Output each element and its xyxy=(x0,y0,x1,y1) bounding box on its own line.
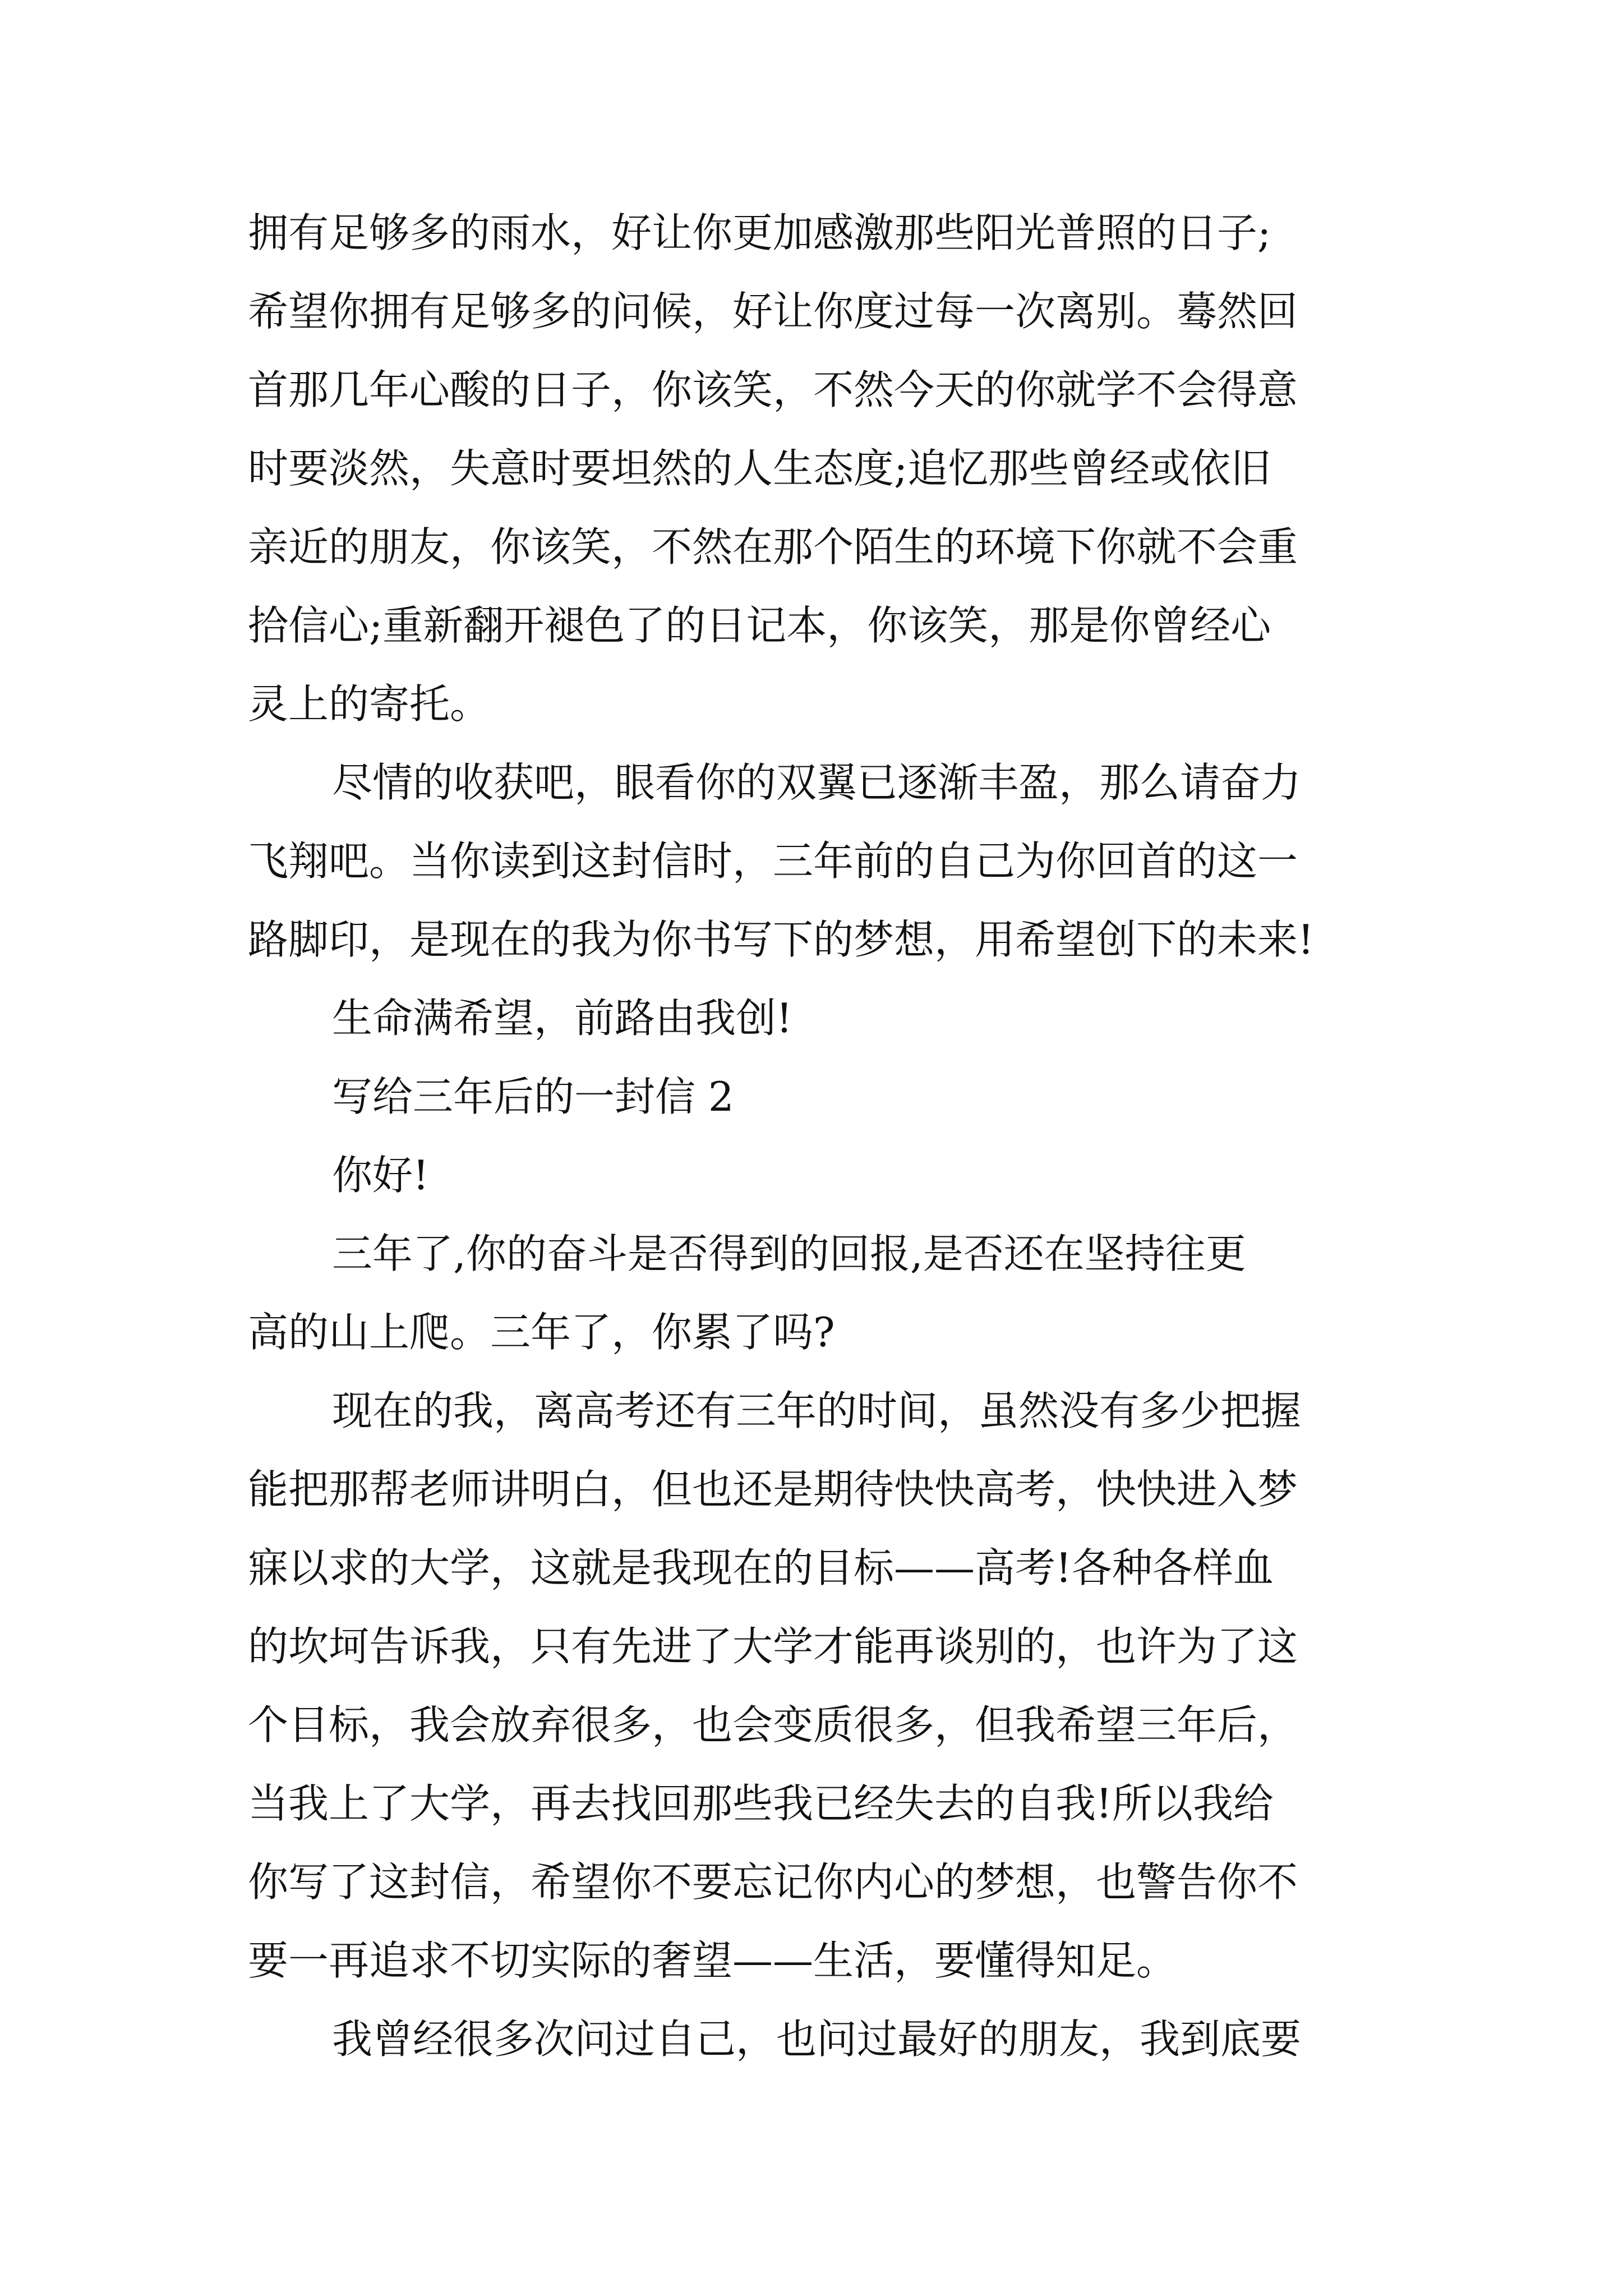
text-line: 你写了这封信，希望你不要忘记你内心的梦想，也警告你不 xyxy=(248,1858,1298,1906)
text-line: 高的山上爬。三年了，你累了吗? xyxy=(248,1309,835,1356)
paragraph-start-line: 生命满希望，前路由我创! xyxy=(332,995,792,1042)
paragraph-start-line: 三年了,你的奋斗是否得到的回报,是否还在坚持往更 xyxy=(332,1230,1246,1277)
text-line: 灵上的寄托。 xyxy=(248,680,491,728)
text-line: 路脚印，是现在的我为你书写下的梦想，用希望创下的未来! xyxy=(248,916,1314,963)
paragraph-start-line: 尽情的收获吧，眼看你的双翼已逐渐丰盈，那么请奋力 xyxy=(332,759,1302,806)
text-line: 希望你拥有足够多的问候，好让你度过每一次离别。蓦然回 xyxy=(248,288,1298,335)
text-line: 个目标，我会放弃很多，也会变质很多，但我希望三年后， xyxy=(248,1701,1298,1749)
text-line: 当我上了大学，再去找回那些我已经失去的自我!所以我给 xyxy=(248,1780,1274,1827)
section-title: 写给三年后的一封信 2 xyxy=(332,1073,734,1120)
paragraph-start-line: 现在的我，离高考还有三年的时间，虽然没有多少把握 xyxy=(332,1387,1302,1434)
text-line: 亲近的朋友，你该笑，不然在那个陌生的环境下你就不会重 xyxy=(248,523,1298,570)
greeting-line: 你好! xyxy=(332,1152,429,1199)
text-line: 首那几年心酸的日子，你该笑，不然今天的你就学不会得意 xyxy=(248,366,1298,413)
text-line: 飞翔吧。当你读到这封信时，三年前的自己为你回首的这一 xyxy=(248,838,1298,885)
text-line: 拥有足够多的雨水，好让你更加感激那些阳光普照的日子; xyxy=(248,209,1271,256)
text-line: 寐以求的大学，这就是我现在的目标——高考!各种各样血 xyxy=(248,1544,1274,1591)
text-line: 的坎坷告诉我，只有先进了大学才能再谈别的，也许为了这 xyxy=(248,1623,1298,1670)
text-line: 要一再追求不切实际的奢望——生活，要懂得知足。 xyxy=(248,1937,1177,1984)
paragraph-start-line: 我曾经很多次问过自己，也问过最好的朋友，我到底要 xyxy=(332,2016,1302,2063)
text-line: 时要淡然，失意时要坦然的人生态度;追忆那些曾经或依旧 xyxy=(248,445,1271,492)
text-line: 拾信心;重新翻开褪色了的日记本，你该笑，那是你曾经心 xyxy=(248,602,1271,649)
text-line: 能把那帮老师讲明白，但也还是期待快快高考，快快进入梦 xyxy=(248,1466,1298,1513)
